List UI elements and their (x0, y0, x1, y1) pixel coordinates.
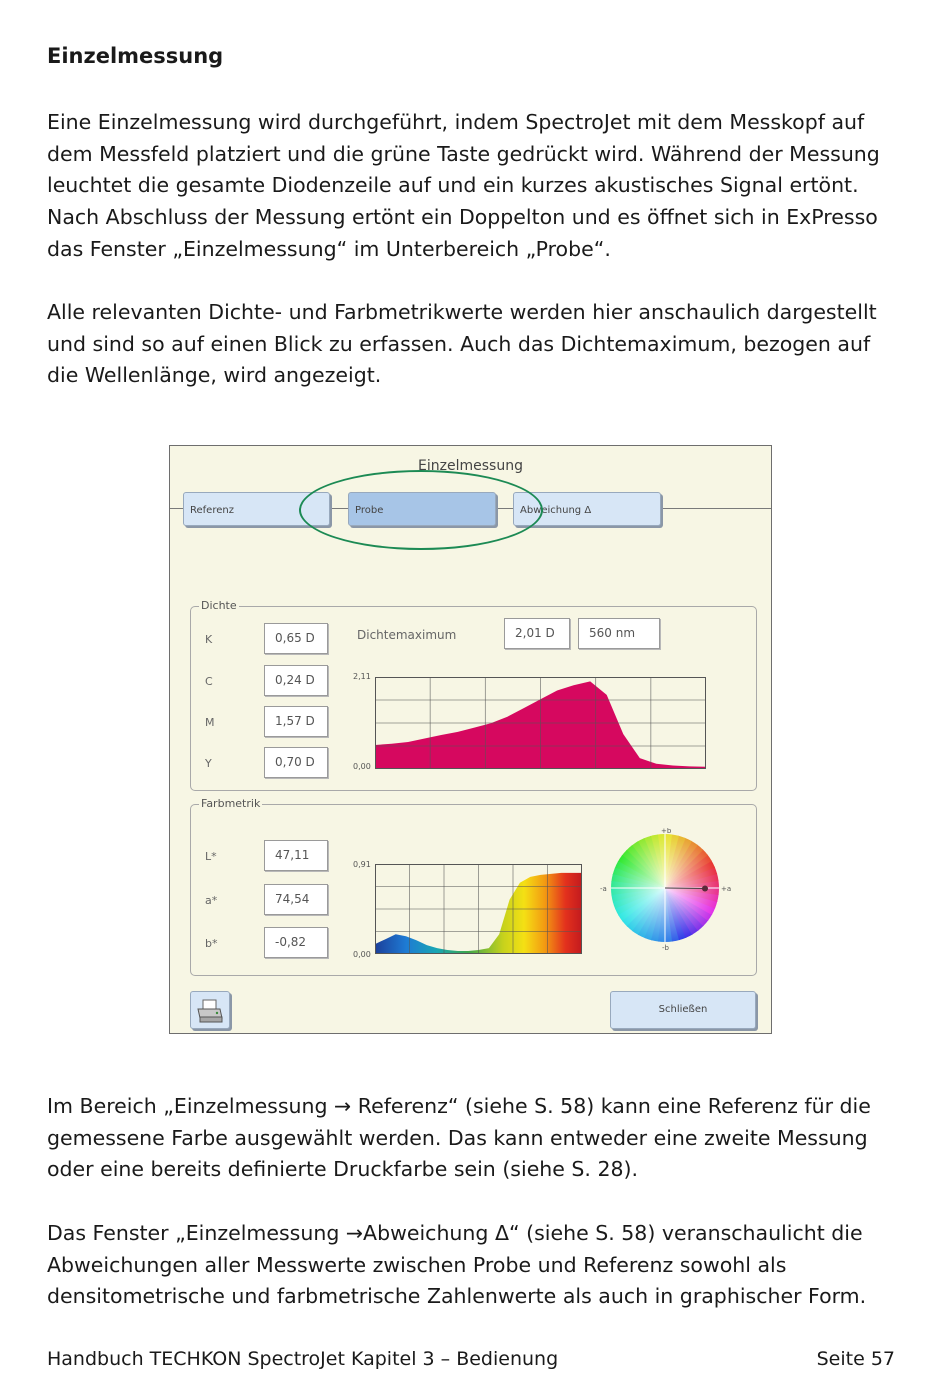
highlight-ellipse (299, 470, 543, 550)
printer-icon (196, 998, 224, 1024)
farbmetrik-value-a: 74,54 (264, 884, 328, 915)
axis-label-minus-b: -b (662, 944, 669, 950)
paragraph-referenz: Im Bereich „Einzelmessung → Referenz“ (siehe S. 58) kann eine Referenz für die gemessene Farbe ausgewählt werden. Das kann entweder eine zweite Messung oder eine bereits definierte Druckfarbe sein (siehe S. 28). (47, 1094, 871, 1182)
footer-page-number: Seite 57 (816, 1348, 895, 1370)
dichte-chart-ymin: 0,00 (353, 762, 371, 771)
close-button[interactable]: Schließen (610, 991, 756, 1029)
farbmetrik-label-l: L* (205, 850, 217, 863)
page-heading: Einzelmessung (47, 44, 224, 68)
farbmetrik-chart-ymax: 0,91 (353, 860, 371, 869)
farbmetrik-value-b: -0,82 (264, 927, 328, 958)
farbmetrik-label-b: b* (205, 937, 218, 950)
einzelmessung-window (169, 445, 772, 1034)
footer-left: Handbuch TECHKON SpectroJet Kapitel 3 – Bedienung (47, 1348, 559, 1370)
print-button[interactable] (190, 991, 230, 1029)
farbmetrik-label-a: a* (205, 894, 218, 907)
lab-color-wheel (595, 828, 763, 950)
dichte-spectrum-chart (375, 677, 706, 769)
dichte-group-label: Dichte (201, 599, 237, 612)
farbmetrik-chart-ymin: 0,00 (353, 950, 371, 959)
color-wheel-sample-point (702, 886, 708, 892)
tab-referenz[interactable]: Referenz (183, 492, 330, 526)
window-title: Einzelmessung (418, 458, 523, 474)
dichte-label-k: K (205, 633, 213, 646)
tab-probe[interactable]: Probe (348, 492, 496, 526)
color-wheel-sample-line (665, 888, 705, 889)
dichte-value-k: 0,65 D (264, 623, 328, 654)
axis-label-plus-b: +b (661, 828, 672, 835)
dichte-chart-ymax: 2,11 (353, 672, 371, 681)
dichte-value-m: 1,57 D (264, 706, 328, 737)
farbmetrik-spectrum-chart (375, 864, 582, 954)
farbmetrik-value-l: 47,11 (264, 840, 328, 871)
paragraph-abweichung: Das Fenster „Einzelmessung →Abweichung Δ“ (siehe S. 58) veranschaulicht die Abweichungen aller Messwerte zwischen Probe und Referenz sowohl als densitometrische und farbmetrische Zahlenwerte als auch in graphischer Form. (47, 1221, 867, 1309)
dichte-label-m: M (205, 716, 215, 729)
dichte-label-y: Y (205, 757, 212, 770)
dichte-label-c: C (205, 675, 213, 688)
dichtemaximum-value: 2,01 D (504, 618, 570, 649)
farbmetrik-group-label: Farbmetrik (201, 797, 261, 810)
tab-abweichung[interactable]: Abweichung Δ (513, 492, 661, 526)
dichte-value-y: 0,70 D (264, 747, 328, 778)
axis-label-plus-a: +a (721, 885, 732, 893)
paragraph-values: Alle relevanten Dichte- und Farbmetrikwerte werden hier anschaulich dargestellt und sind so auf einen Blick zu erfassen. Auch das Dichtemaximum, bezogen auf die Wellenlänge, wird angezeigt. (47, 300, 877, 388)
paragraph-intro: Eine Einzelmessung wird durchgeführt, indem SpectroJet mit dem Messkopf auf dem Messfeld platziert und die grüne Taste gedrückt wird. Während der Messung leuchtet die gesamte Diodenzeile auf und ein kurzes akustisches Signal ertönt. Nach Abschluss der Messung ertönt ein Doppelton und es öffnet sich in ExPresso das Fenster „Einzelmessung“ im Unterbereich „Probe“. (47, 110, 880, 261)
axis-label-minus-a: -a (600, 885, 607, 893)
dichtemaximum-wavelength: 560 nm (578, 618, 660, 649)
dichtemaximum-label: Dichtemaximum (357, 628, 457, 642)
dichte-value-c: 0,24 D (264, 665, 328, 696)
